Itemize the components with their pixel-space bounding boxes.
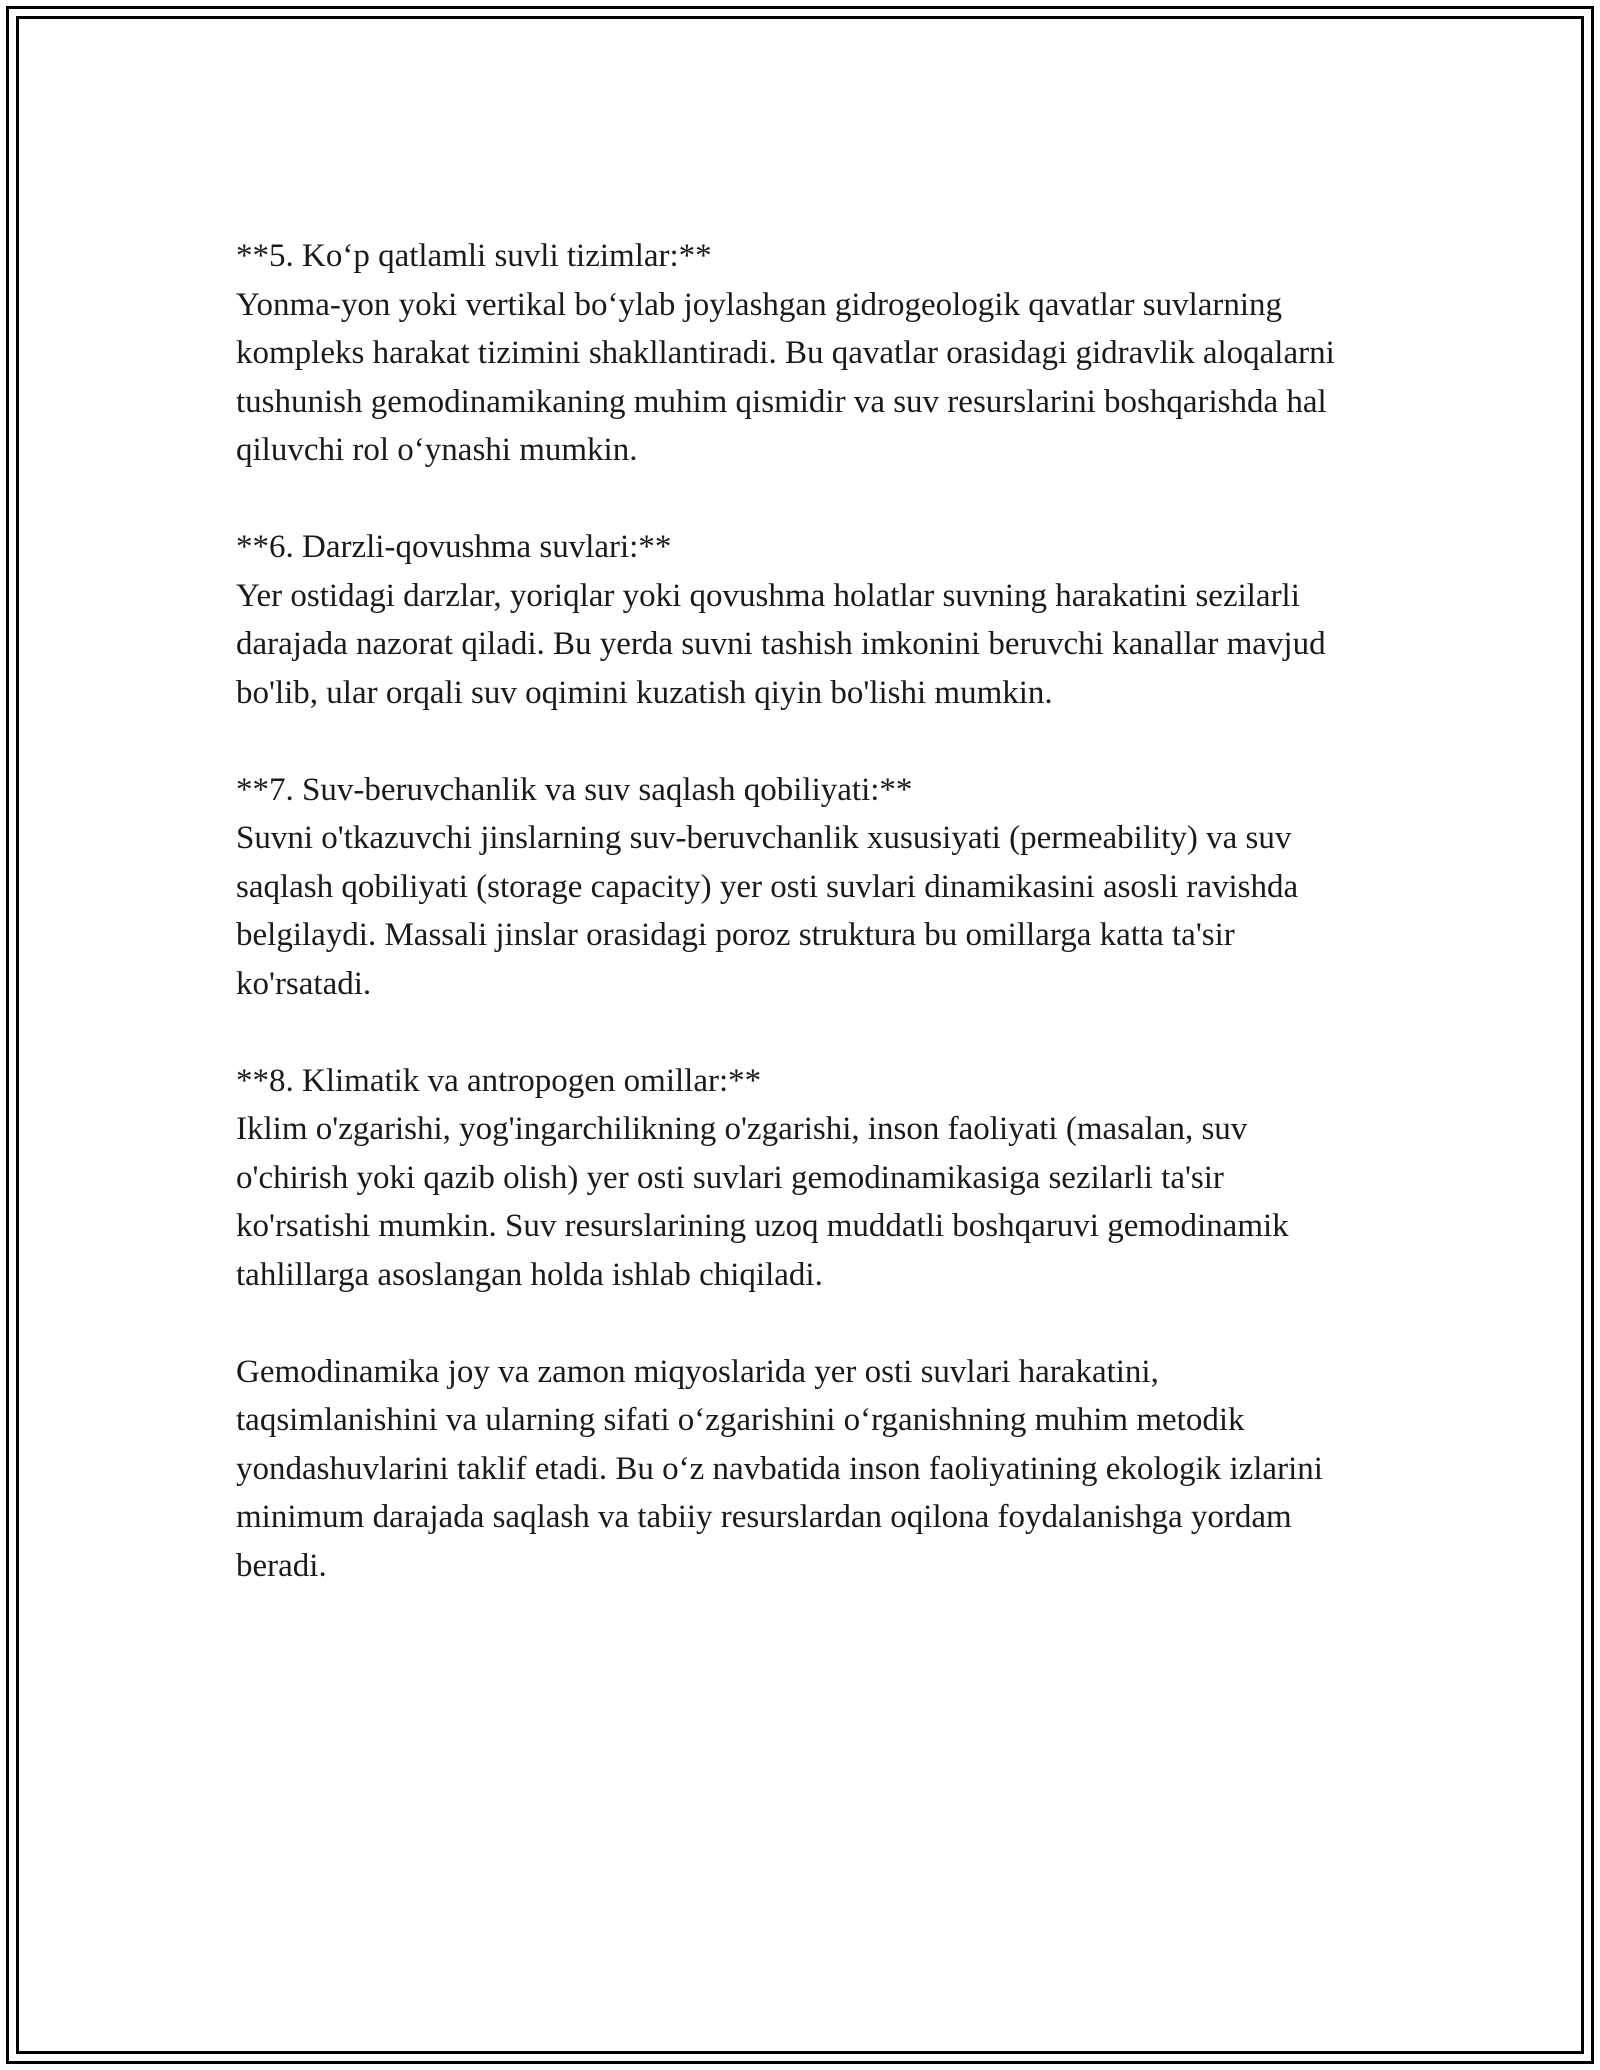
section-paragraph: Yonma-yon yoki vertikal bo‘ylab joylashgan gidrogeologik qavatlar suvlarning kompleks harakat tizimini shakllantiradi. Bu qavatlar orasidagi gidravlik aloqalarni tushunish gemodinamikaning muhim qismidir va suv resurslarini boshqarishda hal qiluvchi rol o‘ynashi mumkin.: [236, 286, 1335, 468]
document-body: [236, 232, 1366, 1590]
section-7: [236, 766, 1366, 1009]
section-heading: **8. Klimatik va antropogen omillar:**: [236, 1062, 762, 1099]
section-heading: **6. Darzli-qovushma suvlari:**: [236, 529, 672, 565]
closing-paragraph: Gemodinamika joy va zamon miqyoslarida yer osti suvlari harakatini, taqsimlanishini va ularning sifati o‘zgarishini o‘rganishning muhim metodik yondashuvlarini taklif etadi. Bu o‘z navbatida inson faoliyatining ekologik izlarini minimum darajada saqlash va tabiiy resurslardan oqilona foydalanishga yordam beradi.: [236, 1353, 1323, 1584]
section-heading: **7. Suv-beruvchanlik va suv saqlash qobiliyati:**: [236, 771, 913, 808]
section-heading: **5. Ko‘p qatlamli suvli tizimlar:**: [236, 238, 712, 274]
section-8: [236, 1057, 1366, 1300]
section-paragraph: Suvni o'tkazuvchi jinslarning suv-beruvchanlik xususiyati (permeability) va suv saqlash qobiliyati (storage capacity) yer osti suvlari dinamikasini asosli ravishda belgilaydi. Massali jinslar orasidagi poroz struktura bu omillarga katta ta'sir ko'rsatadi.: [236, 820, 1299, 1002]
section-6: [236, 523, 1366, 717]
section-5: [236, 232, 1366, 475]
section-paragraph: Yer ostidagi darzlar, yoriqlar yoki qovushma holatlar suvning harakatini sezilarli darajada nazorat qiladi. Bu yerda suvni tashish imkonini beruvchi kanallar mavjud bo'lib, ular orqali suv oqimini kuzatish qiyin bo'lishi mumkin.: [236, 577, 1326, 711]
section-paragraph: Iklim o'zgarishi, yog'ingarchilikning o'zgarishi, inson faoliyati (masalan, suv o'chirish yoki qazib olish) yer osti suvlari gemodinamikasiga sezilarli ta'sir ko'rsatishi mumkin. Suv resurslarining uzoq muddatli boshqaruvi gemodinamik tahlillarga asoslangan holda ishlab chiqiladi.: [236, 1111, 1289, 1293]
